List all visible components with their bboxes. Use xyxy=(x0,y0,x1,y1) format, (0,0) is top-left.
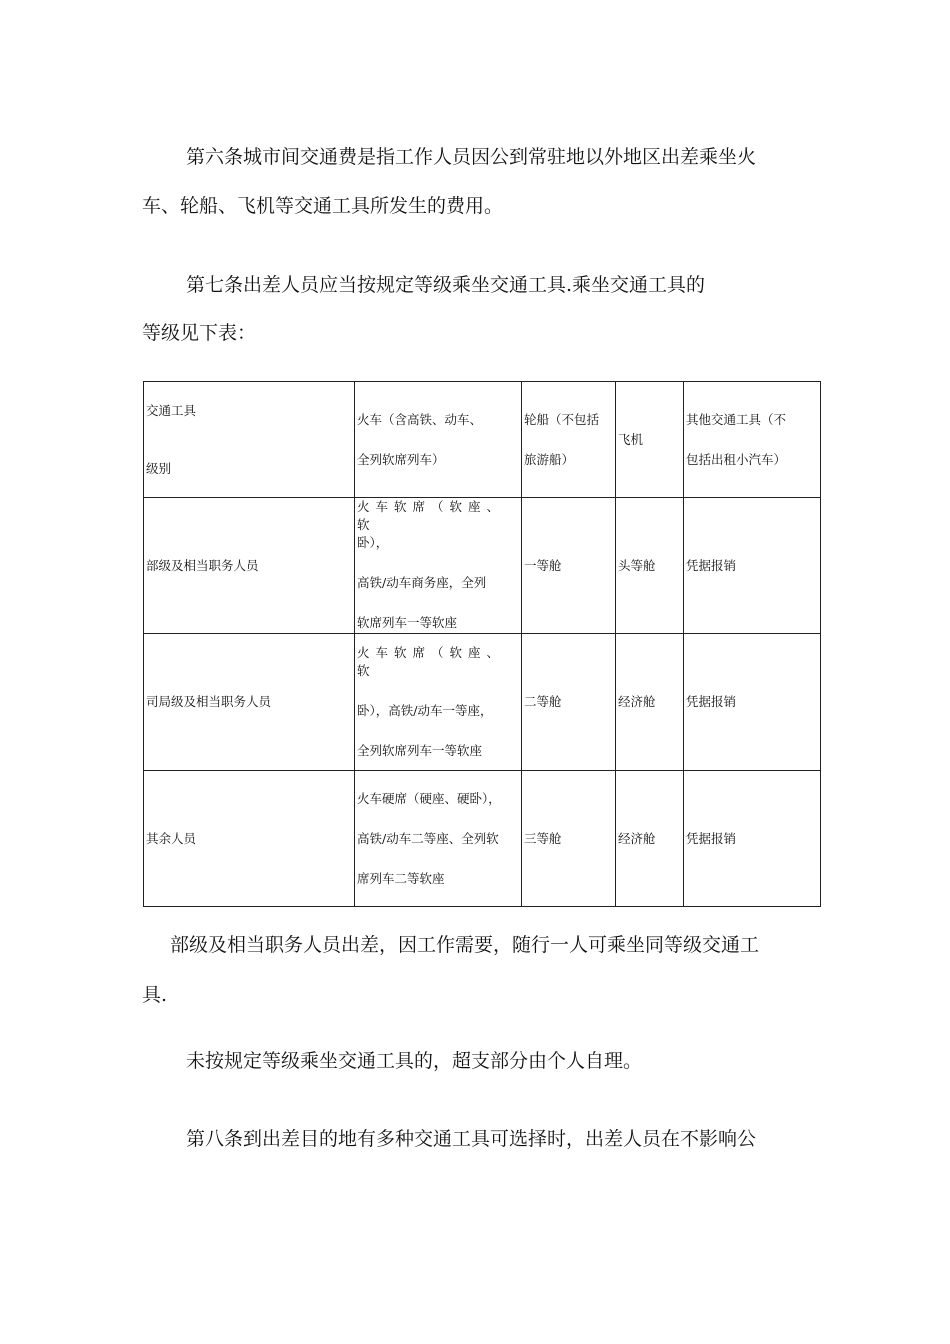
train-line: 高铁/动车商务座，全列 xyxy=(357,575,487,590)
header-corner-cell xyxy=(144,382,355,498)
ship-cell: 一等舱 xyxy=(522,498,616,634)
ship-cell: 二等舱 xyxy=(522,634,616,771)
article-6-line-2: 车、轮船、飞机等交通工具所发生的费用。 xyxy=(142,195,504,217)
train-cell xyxy=(355,771,522,907)
article-6-line-1: 第六条城市间交通费是指工作人员因公到常驻地以外地区出差乘坐火 xyxy=(186,146,757,168)
train-line: 全列软席列车一等软座 xyxy=(357,743,483,758)
excess-cost-note: 未按规定等级乘坐交通工具的，超支部分由个人自理。 xyxy=(186,1050,643,1072)
level-cell: 部级及相当职务人员 xyxy=(144,498,355,634)
other-cell: 凭据报销 xyxy=(684,634,821,771)
train-line: 卧），高铁/动车一等座， xyxy=(357,703,493,718)
plane-cell: 经济舱 xyxy=(616,634,684,771)
level-cell: 司局级及相当职务人员 xyxy=(144,634,355,771)
train-line: 席列车二等软座 xyxy=(357,870,445,886)
header-other-line: 其他交通工具（不 xyxy=(686,411,787,427)
train-line: 高铁/动车二等座、全列软 xyxy=(357,830,499,846)
header-train-cell xyxy=(355,382,522,498)
train-line: 火车软席（软座、软 xyxy=(357,645,506,678)
header-train-line: 全列软席列车） xyxy=(357,451,445,467)
train-line: 卧）， xyxy=(357,535,389,550)
after-table-line-1: 部级及相当职务人员出差，因工作需要，随行一人可乘坐同等级交通工 xyxy=(170,934,760,956)
header-other-cell xyxy=(684,382,821,498)
train-line: 火车硬席（硬座、硬卧）， xyxy=(357,790,501,806)
plane-cell: 经济舱 xyxy=(616,771,684,907)
header-level-label: 级别 xyxy=(146,460,172,476)
header-other-line: 包括出租小汽车） xyxy=(686,451,787,467)
train-line: 火车软席（软座、软 xyxy=(357,499,506,532)
header-ship-line: 轮船（不包括 xyxy=(524,411,600,427)
header-plane-cell: 飞机 xyxy=(616,382,684,498)
ship-cell: 三等舱 xyxy=(522,771,616,907)
article-8-line-1: 第八条到出差目的地有多种交通工具可选择时，出差人员在不影响公 xyxy=(186,1128,757,1150)
level-cell: 其余人员 xyxy=(144,771,355,907)
transport-grade-table xyxy=(143,381,821,907)
header-ship-line: 旅游船） xyxy=(524,451,575,467)
after-table-line-2: 具. xyxy=(142,984,168,1006)
other-cell: 凭据报销 xyxy=(684,771,821,907)
header-train-line: 火车（含高铁、动车、 xyxy=(357,411,483,427)
article-7-line-1: 第七条出差人员应当按规定等级乘坐交通工具.乘坐交通工具的 xyxy=(186,274,706,296)
table-row xyxy=(144,498,821,634)
train-cell xyxy=(355,634,522,771)
article-7-line-2: 等级见下表： xyxy=(142,322,257,344)
other-cell: 凭据报销 xyxy=(684,498,821,634)
plane-cell: 头等舱 xyxy=(616,498,684,634)
header-ship-cell xyxy=(522,382,616,498)
table-header-row xyxy=(144,382,821,498)
table-row xyxy=(144,634,821,771)
header-vehicle-label: 交通工具 xyxy=(146,402,197,418)
train-line: 软席列车一等软座 xyxy=(357,615,458,630)
table-row xyxy=(144,771,821,907)
train-cell xyxy=(355,498,522,634)
